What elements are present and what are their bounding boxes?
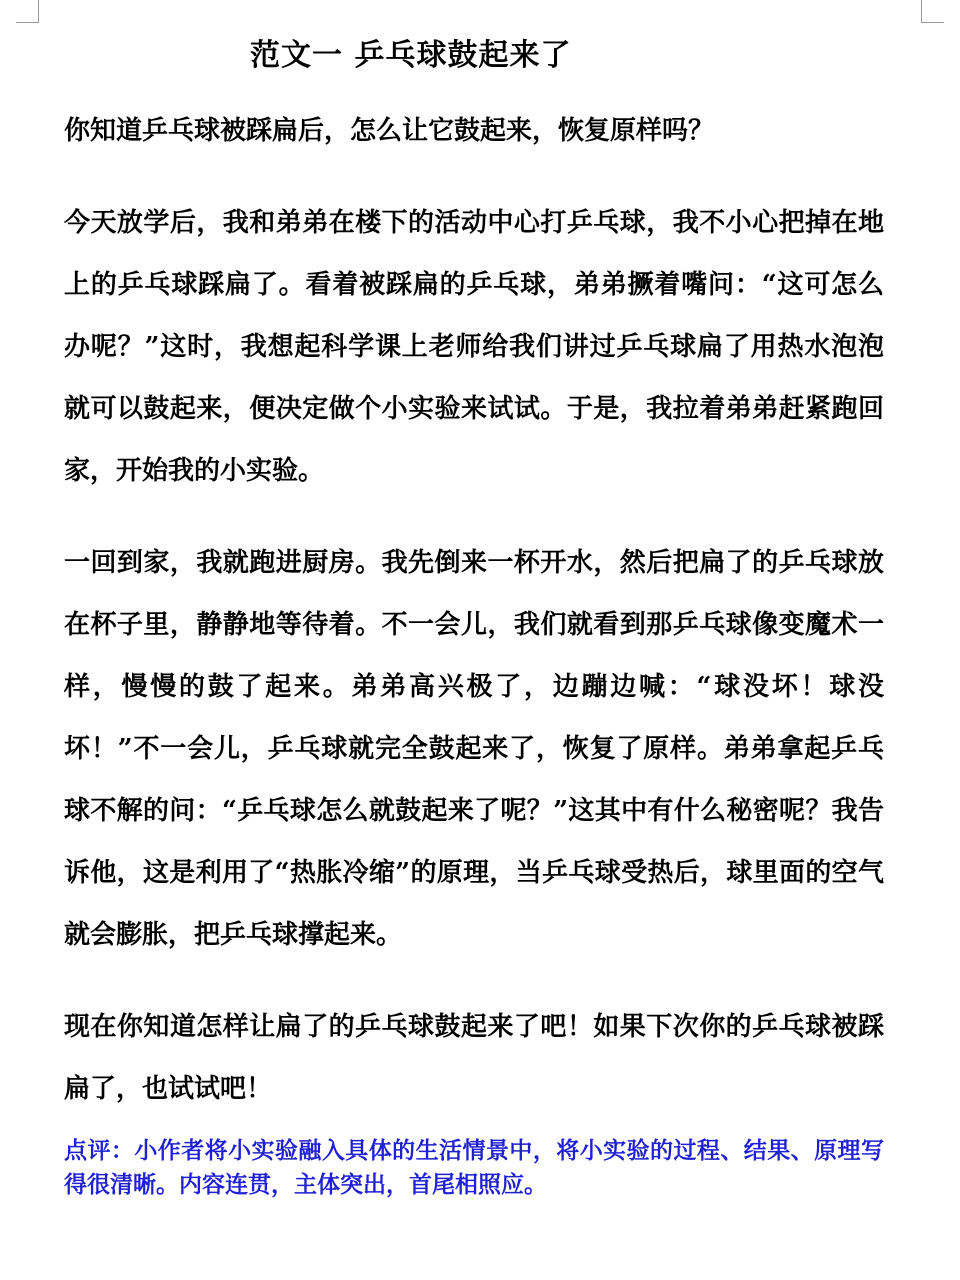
page-title: 范文一 乒乓球鼓起来了 (250, 38, 572, 74)
essay-paragraph-setup: 今天放学后，我和弟弟在楼下的活动中心打乒乓球，我不小心把掉在地上的乒乓球踩扁了。看着被踩扁的乒乓球，弟弟撅着嘴问：“这可怎么办呢？”这时，我想起科学课上老师给我们讲过乒乓球扁了用热水泡泡就可以鼓起来，便决定做个小实验来试试。于是，我拉着弟弟赶紧跑回家，开始我的小实验。 (64, 208, 884, 486)
essay-paragraph-experiment: 一回到家，我就跑进厨房。我先倒来一杯开水，然后把扁了的乒乓球放在杯子里，静静地等待着。不一会儿，我们就看到那乒乓球像变魔术一样，慢慢的鼓了起来。弟弟高兴极了，边蹦边喊：“球没坏！球没坏！”不一会儿，乒乓球就完全鼓起来了，恢复了原样。弟弟拿起乒乓球不解的问：“乒乓球怎么就鼓起来了呢？”这其中有什么秘密呢？我告诉他，这是利用了“热胀冷缩”的原理，当乒乓球受热后，球里面的空气就会膨胀，把乒乓球撑起来。 (64, 548, 884, 950)
teacher-comment: 点评：小作者将小实验融入具体的生活情景中，将小实验的过程、结果、原理写得很清晰。内容连贯，主体突出，首尾相照应。 (64, 1137, 884, 1198)
page-corner-mark-right (921, 0, 944, 23)
essay-paragraph-intro: 你知道乒乓球被踩扁后，怎么让它鼓起来，恢复原样吗？ (64, 116, 715, 146)
essay-body (64, 100, 884, 1202)
essay-paragraph-conclusion: 现在你知道怎样让扁了的乒乓球鼓起来了吧！如果下次你的乒乓球被踩扁了，也试试吧！ (64, 1012, 884, 1104)
page-corner-mark-left (16, 0, 39, 23)
